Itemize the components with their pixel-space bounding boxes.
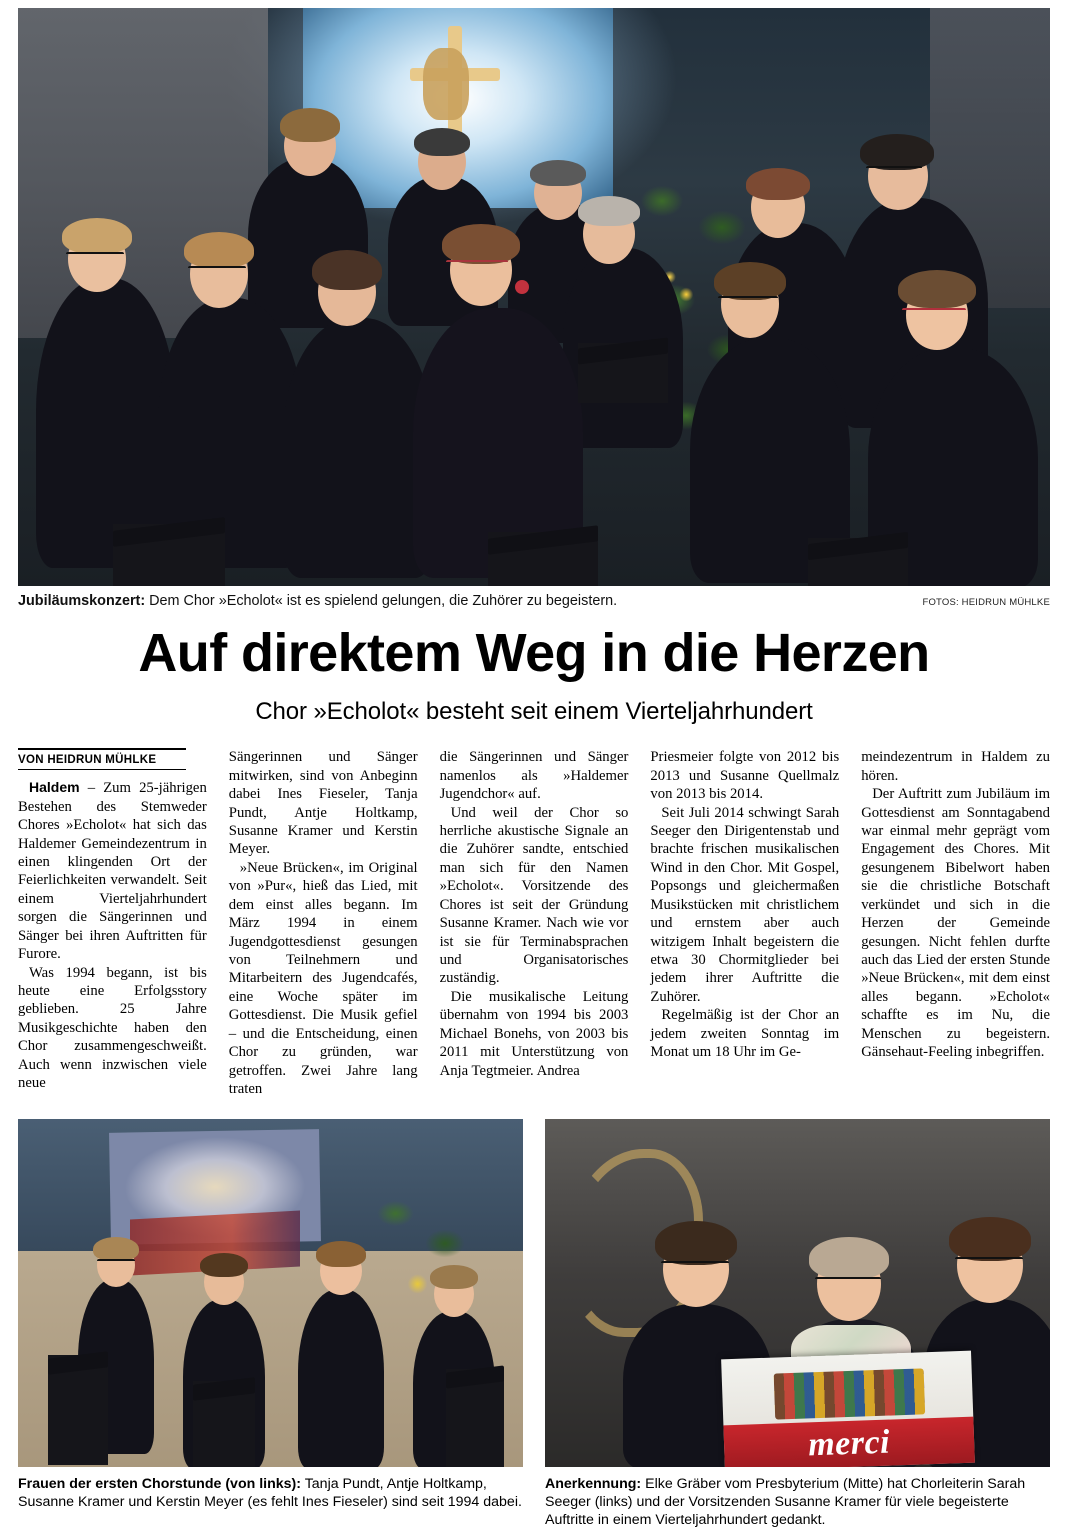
paragraph: die Sängerinnen und Sänger namenlos als »Haldemer Jugendchor« auf.: [439, 749, 629, 803]
photo-block-left: [18, 1119, 523, 1530]
earring-icon: [515, 280, 529, 294]
paragraph: Regelmäßig ist der Chor an jedem zweiten Sonntag im Monat um 18 Uhr im Ge-: [650, 1007, 840, 1061]
music-stand: [808, 538, 908, 586]
glasses-icon: [902, 308, 966, 317]
gift-box: [721, 1350, 975, 1466]
choir-member-hair: [530, 160, 586, 186]
hero-caption: [18, 593, 1050, 609]
chocolate-illustration: [774, 1368, 926, 1419]
paragraph: meindezentrum in Haldem zu hören.: [861, 749, 1050, 784]
music-stand: [48, 1355, 108, 1465]
gift-box-brand: merci: [807, 1423, 891, 1463]
paragraph: Sängerinnen und Sänger mitwirken, sind von Anbeginn dabei Ines Fieseler, Tanja Pundt, Antje Holtkamp, Susanne Kramer und Kerstin Meyer.: [228, 749, 418, 858]
choir-member-hair: [442, 224, 520, 264]
paragraph: Der Auftritt zum Jubiläum im Gottesdienst am Sonntagabend war einmal mehr geprägt vom Engagement des Chores. Mit gesungenem Bibelwort haben sie die christliche Botschaft verkündet und sich in die Herzen der Gemeinde gesungen. Nicht fehlen durfte auch das Lied der ersten Stunde »Neue Brücken«, mit dem einst alles begann. »Echolot« schaffte es im Nu, die Menschen zu begeistern. Gänsehaut-Feeling inbegriffen.: [861, 786, 1050, 1061]
photo-left-caption-body: Tanja Pundt, Antje Holtkamp, Susanne Kramer und Kerstin Meyer (es fehlt Ines Fieseler) sind seit 1994 dabei.: [18, 1475, 522, 1510]
choir-member-hair: [578, 196, 640, 226]
music-stand-plate: [193, 1377, 255, 1401]
photo-right-caption-lead: Anerkennung:: [545, 1475, 642, 1492]
choir-member-hair: [93, 1237, 139, 1261]
glasses-icon: [815, 1277, 881, 1286]
newspaper-page: [0, 8, 1068, 1529]
gift-box-band: [723, 1416, 974, 1466]
paragraph: Und weil der Chor so herrliche akustische Signale an die Zuhörer sandte, entschied man sich für den Namen »Echolot«. Vorsitzende des Chores ist seit der Gründung Susanne Kramer. Nach wie vor ist sie für Terminabsprachen und Organisatorisches zuständig.: [439, 804, 629, 987]
page-subtitle: Chor »Echolot« besteht seit einem Vierteljahrhundert: [255, 698, 813, 726]
glasses-icon: [446, 260, 508, 269]
choir-member-hair: [62, 218, 132, 254]
hero-photo: [18, 8, 1050, 586]
hero-caption-body: Dem Chor »Echolot« ist es spielend gelungen, die Zuhörer zu begeistern.: [145, 593, 618, 609]
glasses-icon: [661, 1261, 729, 1270]
photo-block-right: [545, 1119, 1050, 1530]
choir-member-hair: [200, 1253, 248, 1277]
person-center-hair: [809, 1237, 889, 1279]
music-stand-plate: [48, 1351, 108, 1374]
choir-member-hair: [898, 270, 976, 308]
choir-member-hair: [414, 128, 470, 156]
glasses-icon: [97, 1259, 135, 1268]
byline: VON HEIDRUN MÜHLKE: [18, 748, 186, 770]
article-column-2: [229, 748, 418, 1098]
bottom-photo-row: [18, 1119, 1050, 1530]
music-stand-plate: [446, 1365, 504, 1388]
photo-credit: FOTOS: HEIDRUN MÜHLKE: [922, 597, 1050, 608]
article-column-4: [650, 748, 839, 1098]
paragraph: Priesmeier folgte von 2012 bis 2013 und Susanne Quellmalz von 2013 bis 2014.: [650, 749, 840, 803]
paragraph: Die musikalische Leitung übernahm von 1994 bis 2003 Michael Bonehs, von 2003 bis 2011 mit Unterstützung von Anja Tegtmeier. Andrea: [439, 988, 629, 1079]
photo-right-caption: [545, 1475, 1050, 1530]
paragraph: [18, 779, 207, 963]
paragraph: Seit Juli 2014 schwingt Sarah Seeger den Dirigentenstab und brachte frischen musikalischen Wind in den Chor. Mit Gospel, Popsongs und gleichermaßen Musikstücken mit christlichem und ernstem aber auch witzigem Inhalt begeistern die etwa 30 Chormitglieder bei jedem ihrer Auftritte die Zuhörer.: [650, 804, 840, 1005]
glasses-icon: [66, 252, 124, 261]
person-right-hair: [949, 1217, 1031, 1261]
hero-caption-text: [18, 593, 617, 609]
choir-member-hair: [312, 250, 382, 290]
paragraph: »Neue Brücken«, im Original von »Pur«, hieß das Lied, mit dem einst alles begann. Im März 1994 in einem Jugendgottesdienst gesungen von Teilnehmern und Mitarbeitern des Jugendcafés, eine Woche später im Gottesdienst. Die Musik gefiel – und die Entscheidung, einen Chor zu gründen, war getroffen. Zwei Jahre lang traten: [228, 859, 418, 1098]
music-stand: [578, 343, 668, 403]
page-title: Auf direktem Weg in die Herzen: [138, 623, 930, 683]
article-column-1: [18, 748, 207, 1098]
glasses-icon: [955, 1257, 1023, 1266]
dateline: Haldem: [29, 779, 80, 796]
article-body: [18, 748, 1050, 1098]
music-stand: [113, 524, 225, 586]
glasses-icon: [718, 296, 778, 305]
choir-member-hair: [714, 262, 786, 300]
glasses-icon: [188, 266, 246, 275]
photo-left-caption: [18, 1475, 523, 1512]
crucifix-figure: [423, 48, 469, 120]
person-left-hair: [655, 1221, 737, 1265]
paragraph: Was 1994 begann, ist bis heute eine Erfolgsstory geblieben. 25 Jahre Musikgeschichte haben den Chor zusammengeschweißt. Auch wenn inzwischen viele neue: [18, 964, 207, 1092]
choir-member-hair: [316, 1241, 366, 1267]
choir-member-hair: [430, 1265, 478, 1289]
hero-caption-lead: Jubiläumskonzert:: [18, 593, 146, 609]
choir-member-hair: [184, 232, 254, 268]
music-stand: [446, 1369, 504, 1467]
article-column-5: [861, 748, 1050, 1098]
choir-member: [298, 1289, 384, 1467]
photo-left-caption-lead: Frauen der ersten Chorstunde (von links):: [18, 1475, 302, 1492]
photo-right-caption-body: Elke Gräber vom Presbyterium (Mitte) hat Chorleiterin Sarah Seeger (links) und der Vorsitzenden Susanne Kramer für viele begeisterte Auftritte in einem Vierteljahrhundert gedankt.: [545, 1475, 1026, 1529]
paragraph-text: – Zum 25-jährigen Bestehen des Stemweder Chores »Echolot« hat sich das Haldemer Gemeindezentrum in einen klingenden Ort der Feierlichkeiten verwandelt. Seit einem Vierteljahrhundert sorgen die Sängerinnen und Sänger bei ihren Auftritten für Furore.: [18, 780, 207, 963]
music-stand: [488, 532, 598, 586]
choir-member-hair: [280, 108, 340, 142]
photo-award-handover: [545, 1119, 1050, 1467]
choir-member-hair: [746, 168, 810, 200]
article-column-3: [440, 748, 629, 1098]
photo-first-choir-hour: [18, 1119, 523, 1467]
glasses-icon: [866, 166, 922, 175]
choir-member-hair: [860, 134, 934, 170]
choir-member: [283, 318, 433, 578]
music-stand: [193, 1381, 255, 1467]
